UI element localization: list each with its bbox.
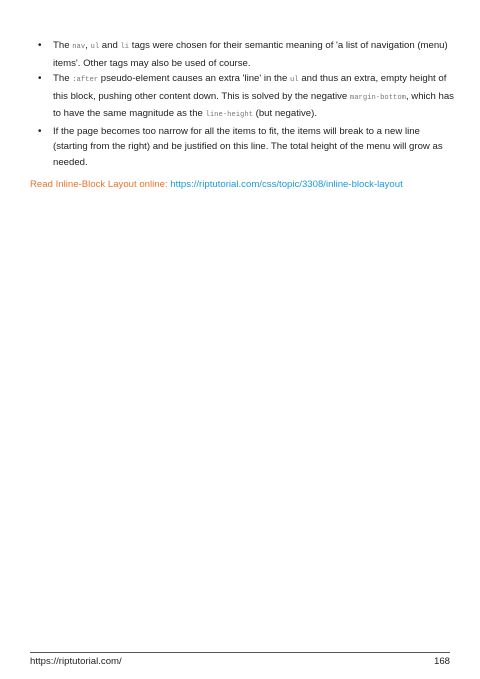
- text-segment: pseudo-element causes an extra 'line' in the: [98, 73, 291, 84]
- text-segment: and thus an extra, empty height of this block, pushing other content down. This is solved by the negative: [53, 73, 447, 102]
- read-online-label: Read Inline-Block Layout online:: [30, 179, 171, 190]
- footer-page-number: 168: [433, 656, 450, 667]
- text-segment: (but negative).: [252, 108, 317, 119]
- text-segment: tags were chosen for their semantic meaning of 'a list of navigation (menu) items'. Other tags may also be used of course.: [53, 40, 448, 69]
- bullet-item-after-pseudo: [30, 71, 455, 124]
- code-ul: ul: [290, 76, 299, 84]
- code-line-height: line-height: [205, 111, 253, 119]
- code-margin-bottom: margin-bottom: [349, 93, 406, 102]
- page-content: [30, 38, 455, 193]
- text-segment: If the page becomes too narrow for all the items to fit, the items will break to a new line (starting from the right) and be justified on this line. The total height of the menu will grow as needed.: [53, 125, 443, 168]
- bullet-list: [30, 38, 455, 170]
- text-segment: , which has to have the same magnitude as the: [53, 90, 454, 119]
- bullet-item-semantic-tags: [30, 38, 455, 71]
- read-online-link[interactable]: https://riptutorial.com/css/topic/3308/inline-block-layout: [170, 179, 403, 190]
- footer-site-url: https://riptutorial.com/: [30, 656, 122, 667]
- bullet-item-narrow-page: [30, 124, 455, 171]
- code-li: li: [120, 43, 130, 51]
- code-ul: ul: [90, 43, 100, 51]
- text-segment: The: [53, 40, 73, 51]
- footer-divider: [30, 652, 450, 653]
- code-after: :after: [72, 76, 99, 84]
- text-segment: and: [99, 40, 121, 51]
- page-footer: [30, 655, 450, 669]
- text-segment: The: [53, 73, 73, 84]
- read-online-line: [30, 177, 455, 193]
- code-nav: nav: [72, 43, 86, 51]
- text-segment: ,: [85, 40, 91, 51]
